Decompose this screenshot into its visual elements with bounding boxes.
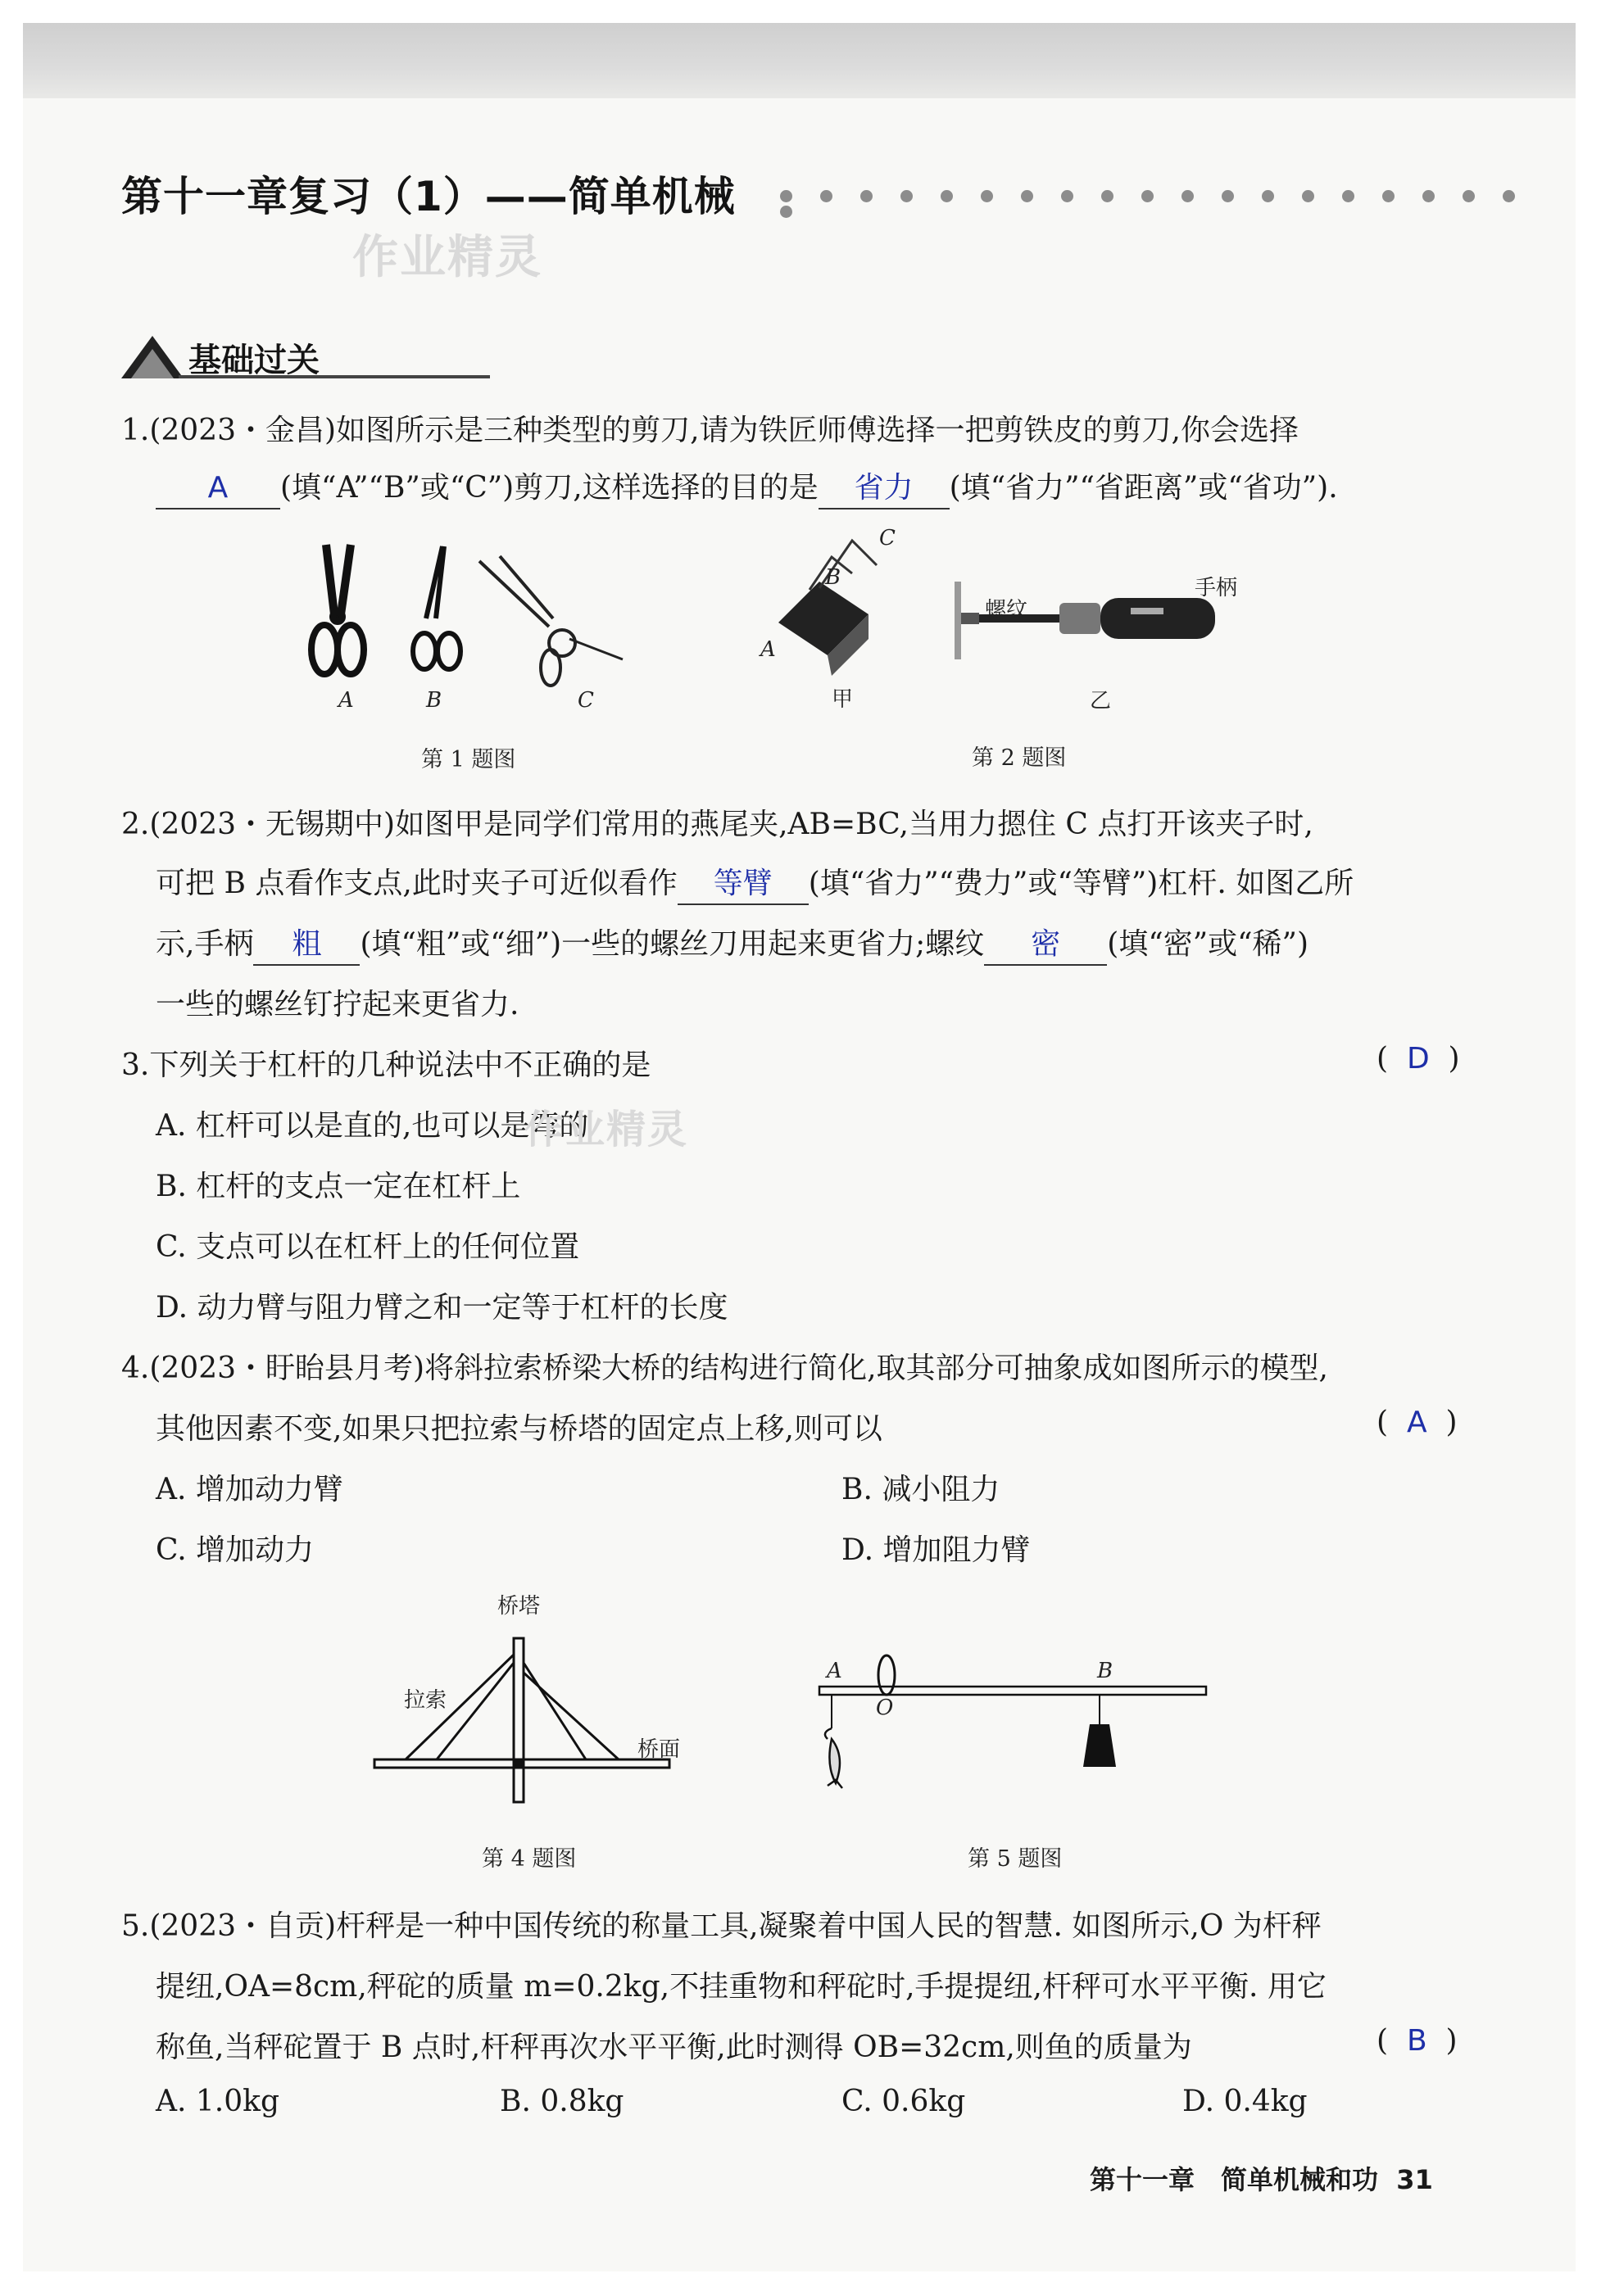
q5-label-a: A (827, 1659, 842, 1683)
q1-answer-blank-2[interactable]: 省力 (819, 472, 950, 509)
q2-label-yi: 乙 (1090, 689, 1112, 713)
watermark-2: 作业精灵 (524, 1107, 689, 1153)
top-band (23, 23, 1576, 98)
q2-answer-blank-2[interactable]: 粗 (253, 928, 360, 966)
q4-option-a: A. 增加动力臂 (156, 1473, 343, 1506)
q4-answer-paren: ( A ) (1376, 1406, 1458, 1439)
q3-option-d: D. 动力臂与阻力臂之和一定等于杠杆的长度 (156, 1291, 728, 1325)
scissors-b-image (413, 546, 460, 669)
steelyard-beam (819, 1687, 1206, 1695)
q3-answer-paren: ( D ) (1376, 1042, 1460, 1076)
q5-line1: 5.(2023・自贡)杆秤是一种中国传统的称量工具,凝聚着中国人民的智慧. 如图所示,O 为杆秤 (121, 1909, 1322, 1943)
q4-option-b: B. 减小阻力 (841, 1473, 1000, 1506)
scissors-figure (303, 537, 647, 717)
q5-caption: 第 5 题图 (968, 1846, 1063, 1872)
q5-answer[interactable]: B (1406, 2024, 1427, 2058)
q2-label-handle: 手柄 (1195, 576, 1238, 600)
bridge-tower (514, 1638, 524, 1802)
q4-label-deck: 桥面 (637, 1737, 681, 1762)
q2-line4: 一些的螺丝钉拧起来更省力. (156, 988, 519, 1021)
q5-option-c: C. 0.6kg (841, 2085, 966, 2118)
q4-answer[interactable]: A (1406, 1406, 1427, 1439)
page-title: 第十一章复习（1）——简单机械 (121, 173, 736, 220)
q2-label-a: A (760, 637, 776, 662)
binder-clip-image (778, 541, 877, 676)
scissors-c-image (479, 556, 623, 686)
q5-label-o: O (876, 1696, 894, 1720)
q1-label-b: B (426, 688, 442, 713)
q2-answer-blank-3[interactable]: 密 (984, 928, 1107, 966)
q4-option-c: C. 增加动力 (156, 1533, 315, 1567)
q2-label-thread: 螺纹 (985, 598, 1028, 623)
q2-label-jia: 甲 (832, 687, 854, 712)
bridge-figure (373, 1622, 692, 1818)
q4-option-d: D. 增加阻力臂 (841, 1533, 1031, 1567)
q5-label-b: B (1097, 1659, 1113, 1683)
q3-answer[interactable]: D (1406, 1042, 1430, 1076)
q2-line1: 2.(2023・无锡期中)如图甲是同学们常用的燕尾夹,AB=BC,当用力摁住 C 点打开该夹子时, (121, 808, 1313, 841)
q2-line3: 示,手柄 粗 (填“粗”或“细”)一些的螺丝刀用起来更省力;螺纹 密 (填“密”或“稀”) (156, 921, 1308, 966)
q1-label-c: C (578, 688, 594, 713)
q3-option-a: A. 杠杆可以是直的,也可以是弯的 (156, 1109, 589, 1143)
bridge-pivot (514, 1759, 524, 1768)
page-footer (1090, 2159, 1433, 2197)
steelyard-figure (811, 1642, 1221, 1823)
q5-line2: 提纽,OA=8cm,秤砣的质量 m=0.2kg,不挂重物和秤砣时,手提提纽,杆秤可水平平衡. 用它 (156, 1970, 1327, 2004)
footer-chapter: 第十一章 简单机械和功 (1090, 2164, 1379, 2195)
watermark: 作业精灵 (352, 231, 542, 284)
steelyard-hanger (878, 1655, 895, 1695)
q5-option-d: D. 0.4kg (1182, 2085, 1308, 2118)
q4-label-tower: 桥塔 (497, 1594, 541, 1619)
q4-caption: 第 4 题图 (482, 1846, 577, 1872)
q1-label-a: A (338, 688, 354, 713)
q3-option-c: C. 支点可以在杠杆上的任何位置 (156, 1230, 580, 1264)
q1-line2: A (填“A”“B”或“C”)剪刀,这样选择的目的是 省力 (填“省力”“省距离”或“省功”). (156, 464, 1338, 509)
q4-line2: 其他因素不变,如果只把拉索与桥塔的固定点上移,则可以 (156, 1412, 882, 1446)
q5-option-a: A. 1.0kg (156, 2085, 279, 2118)
counterweight (1083, 1724, 1116, 1767)
q5-answer-paren: ( B ) (1376, 2024, 1458, 2058)
q2-caption: 第 2 题图 (972, 745, 1067, 771)
q5-line3: 称鱼,当秤砣置于 B 点时,杆秤再次水平平衡,此时测得 OB=32cm,则鱼的质量为 (156, 2031, 1192, 2064)
q2-label-b: B (825, 565, 841, 590)
scissors-a-image (311, 545, 364, 674)
q2-answer-blank-1[interactable]: 等臂 (678, 867, 809, 905)
q2-label-c: C (879, 526, 896, 550)
q1-answer-blank-1[interactable]: A (156, 472, 280, 509)
q4-line1: 4.(2023・盱眙县月考)将斜拉索桥梁大桥的结构进行简化,取其部分可抽象成如图所示的模型, (121, 1352, 1328, 1385)
title-dots (780, 190, 1567, 203)
fish-icon (825, 1728, 842, 1788)
q1-line1: 1.(2023・金昌)如图所示是三种类型的剪刀,请为铁匠师傅选择一把剪铁皮的剪刀,你会选择 (121, 414, 1299, 447)
q4-label-cable: 拉索 (404, 1688, 447, 1713)
q2-line2: 可把 B 点看作支点,此时夹子可近似看作 等臂 (填“省力”“费力”或“等臂”)杠杆. 如图乙所 (156, 860, 1354, 905)
q5-option-b: B. 0.8kg (500, 2085, 624, 2118)
q1-caption: 第 1 题图 (421, 747, 516, 772)
section-title: 基础过关 (188, 342, 320, 379)
q3-stem: 3.下列关于杠杆的几种说法中不正确的是 (121, 1048, 651, 1082)
page-number: 31 (1396, 2164, 1433, 2195)
q3-option-b: B. 杠杆的支点一定在杠杆上 (156, 1170, 521, 1203)
